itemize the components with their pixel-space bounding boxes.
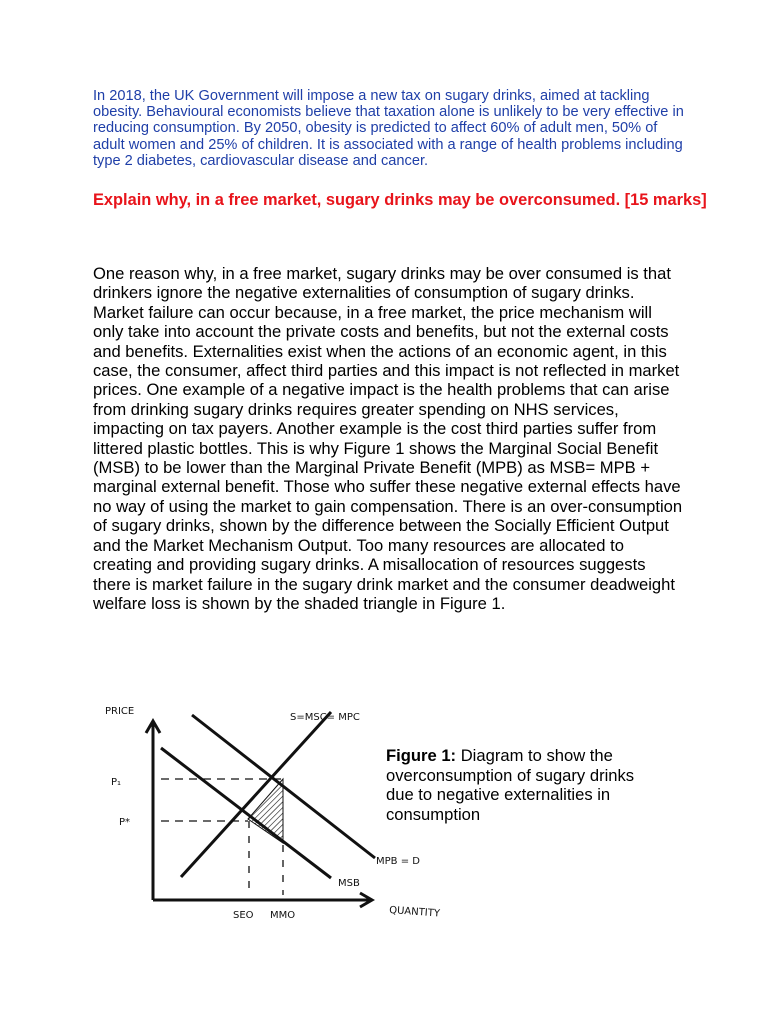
seo-label: SEO — [233, 910, 254, 921]
intro-paragraph: In 2018, the UK Government will impose a new tax on sugary drinks, aimed at tackling obesity. Behavioural economists believe that taxation alone is unlikely to be very effective in reducing consumption. By 2050, obesity is predicted to affect 60% of adult men, 50% of adult women and 25% of children. It is associated with a range of health problems including type 2 diabetes, cardiovascular disease and cancer. — [93, 88, 684, 169]
question-heading: Explain why, in a free market, sugary drinks may be overconsumed. [15 marks] — [93, 191, 707, 209]
pstar-label: P* — [119, 817, 131, 828]
answer-paragraph: One reason why, in a free market, sugary drinks may be over consumed is that drinkers ignore the negative externalities of consumption of sugary drinks. Market failure can occur because, in a free market, the price mechanism will only take into account the private costs and benefits, but not the external costs and benefits. Externalities exist when the actions of an economic agent, in this case, the consumer, affect third parties and this impact is not reflected in market prices. One example of a negative impact is the health problems that can arise from drinking sugary drinks requires greater spending on NHS services, impacting on tax payers. Another example is the cost third parties suffer from littered plastic bottles. This is why Figure 1 shows the Marginal Social Benefit (MSB) to be lower than the Marginal Private Benefit (MPB) as MSB= MPB + marginal external benefit. Those who suffer these negative external effects have no way of using the market to gain compensation. There is an over-consumption of sugary drinks, shown by the difference between the Socially Efficient Output and the Market Mechanism Output. Too many resources are allocated to creating and providing sugary drinks. A misallocation of resources suggests there is market failure in the sugary drink market and the consumer deadweight welfare loss is shown by the shaded triangle in Figure 1. — [93, 264, 683, 613]
caption-label: Figure 1: — [386, 746, 457, 765]
msb-curve — [161, 748, 331, 878]
supply-curve — [181, 712, 331, 877]
mmo-label: MMO — [270, 910, 296, 921]
p1-label: P₁ — [111, 777, 122, 788]
figure-1-caption — [386, 746, 656, 824]
supply-curve-label: S=MSC= MPC — [290, 712, 360, 723]
deadweight-loss-triangle — [248, 779, 283, 843]
quantity-axis-label: QUANTITY — [388, 905, 441, 920]
caption-text: Diagram to show the overconsumption of sugary drinks due to negative externalities in consumption — [386, 746, 635, 824]
mpb-curve-label: MPB = D — [376, 856, 420, 867]
msb-curve-label: MSB — [338, 878, 360, 889]
price-axis-label: PRICE — [105, 706, 135, 717]
